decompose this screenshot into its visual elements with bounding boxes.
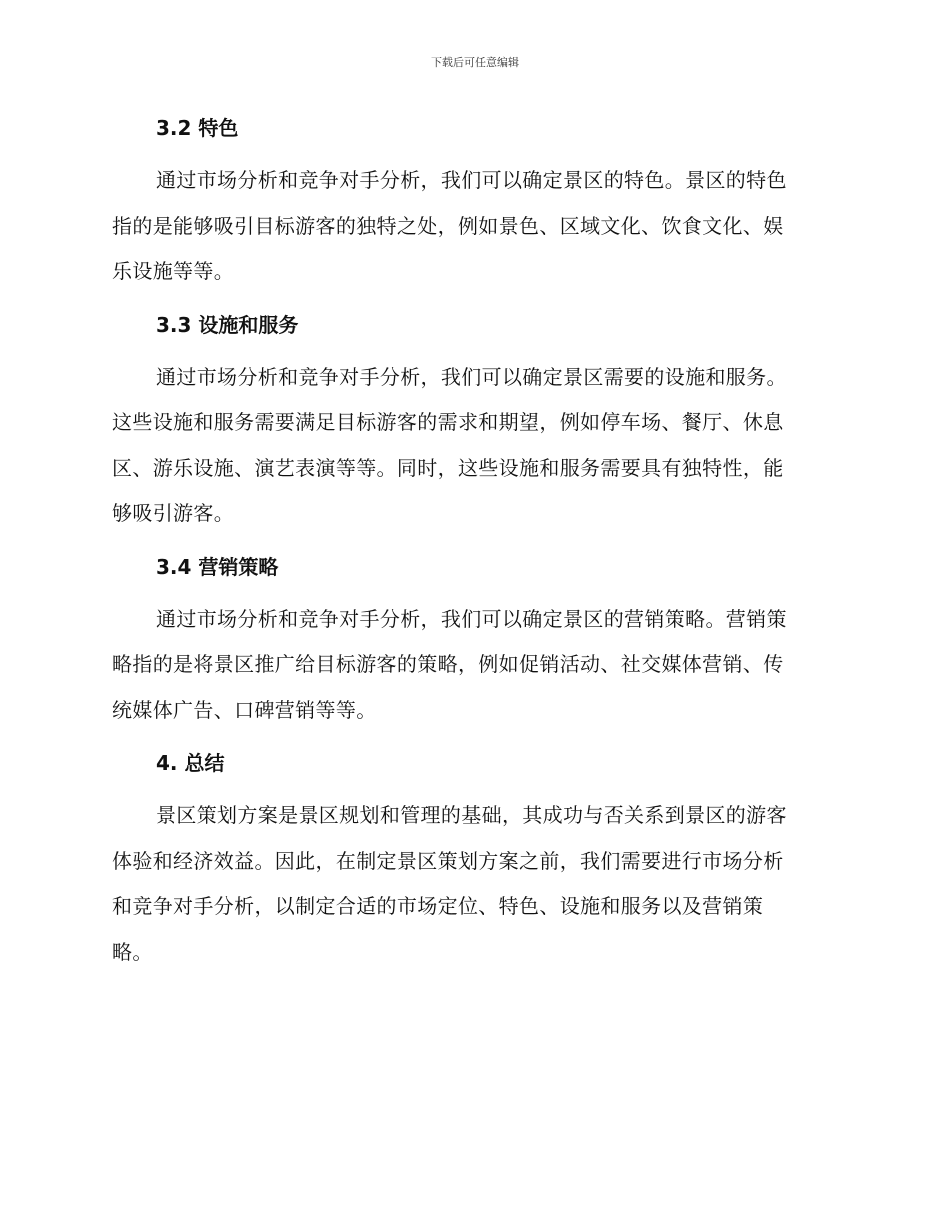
paragraph-line: 略指的是将景区推广给目标游客的策略，例如促销活动、社交媒体营销、传 bbox=[112, 652, 784, 676]
paragraph-line: 通过市场分析和竞争对手分析，我们可以确定景区的营销策略。营销策 bbox=[156, 606, 787, 631]
section-heading: 3.4 营销策略 bbox=[156, 554, 279, 579]
section-3-3 bbox=[112, 307, 832, 537]
paragraph-line: 景区策划方案是景区规划和管理的基础，其成功与否关系到景区的游客 bbox=[156, 803, 787, 827]
document-body bbox=[112, 110, 832, 987]
paragraph-line: 和竞争对手分析，以制定合适的市场定位、特色、设施和服务以及营销策 bbox=[112, 894, 764, 918]
section-paragraph bbox=[112, 597, 832, 734]
paragraph-line: 指的是能够吸引目标游客的独特之处，例如景色、区域文化、饮食文化、娱 bbox=[112, 213, 784, 238]
paragraph-line: 这些设施和服务需要满足目标游客的需求和期望，例如停车场、餐厅、休息 bbox=[112, 410, 784, 434]
section-paragraph bbox=[112, 158, 832, 295]
paragraph-line: 够吸引游客。 bbox=[112, 501, 235, 525]
paragraph-line: 乐设施等等。 bbox=[112, 259, 235, 283]
section-paragraph bbox=[112, 355, 832, 537]
section-3-2 bbox=[112, 110, 832, 295]
paragraph-line: 区、游乐设施、演艺表演等等。同时，这些设施和服务需要具有独特性，能 bbox=[112, 455, 784, 480]
section-heading: 3.3 设施和服务 bbox=[156, 312, 299, 337]
section-4 bbox=[112, 745, 832, 975]
section-heading: 3.2 特色 bbox=[156, 116, 239, 140]
paragraph-line: 统媒体广告、口碑营销等等。 bbox=[112, 697, 377, 722]
paragraph-line: 通过市场分析和竞争对手分析，我们可以确定景区的特色。景区的特色 bbox=[156, 168, 787, 192]
section-paragraph bbox=[112, 793, 832, 975]
section-3-4 bbox=[112, 549, 832, 734]
section-heading: 4. 总结 bbox=[156, 751, 225, 775]
paragraph-line: 体验和经济效益。因此，在制定景区策划方案之前，我们需要进行市场分析 bbox=[112, 848, 784, 873]
paragraph-line: 通过市场分析和竞争对手分析，我们可以确定景区需要的设施和服务。 bbox=[156, 364, 787, 389]
header-note: 下载后可任意编辑 bbox=[431, 56, 519, 69]
paragraph-line: 略。 bbox=[112, 939, 153, 964]
